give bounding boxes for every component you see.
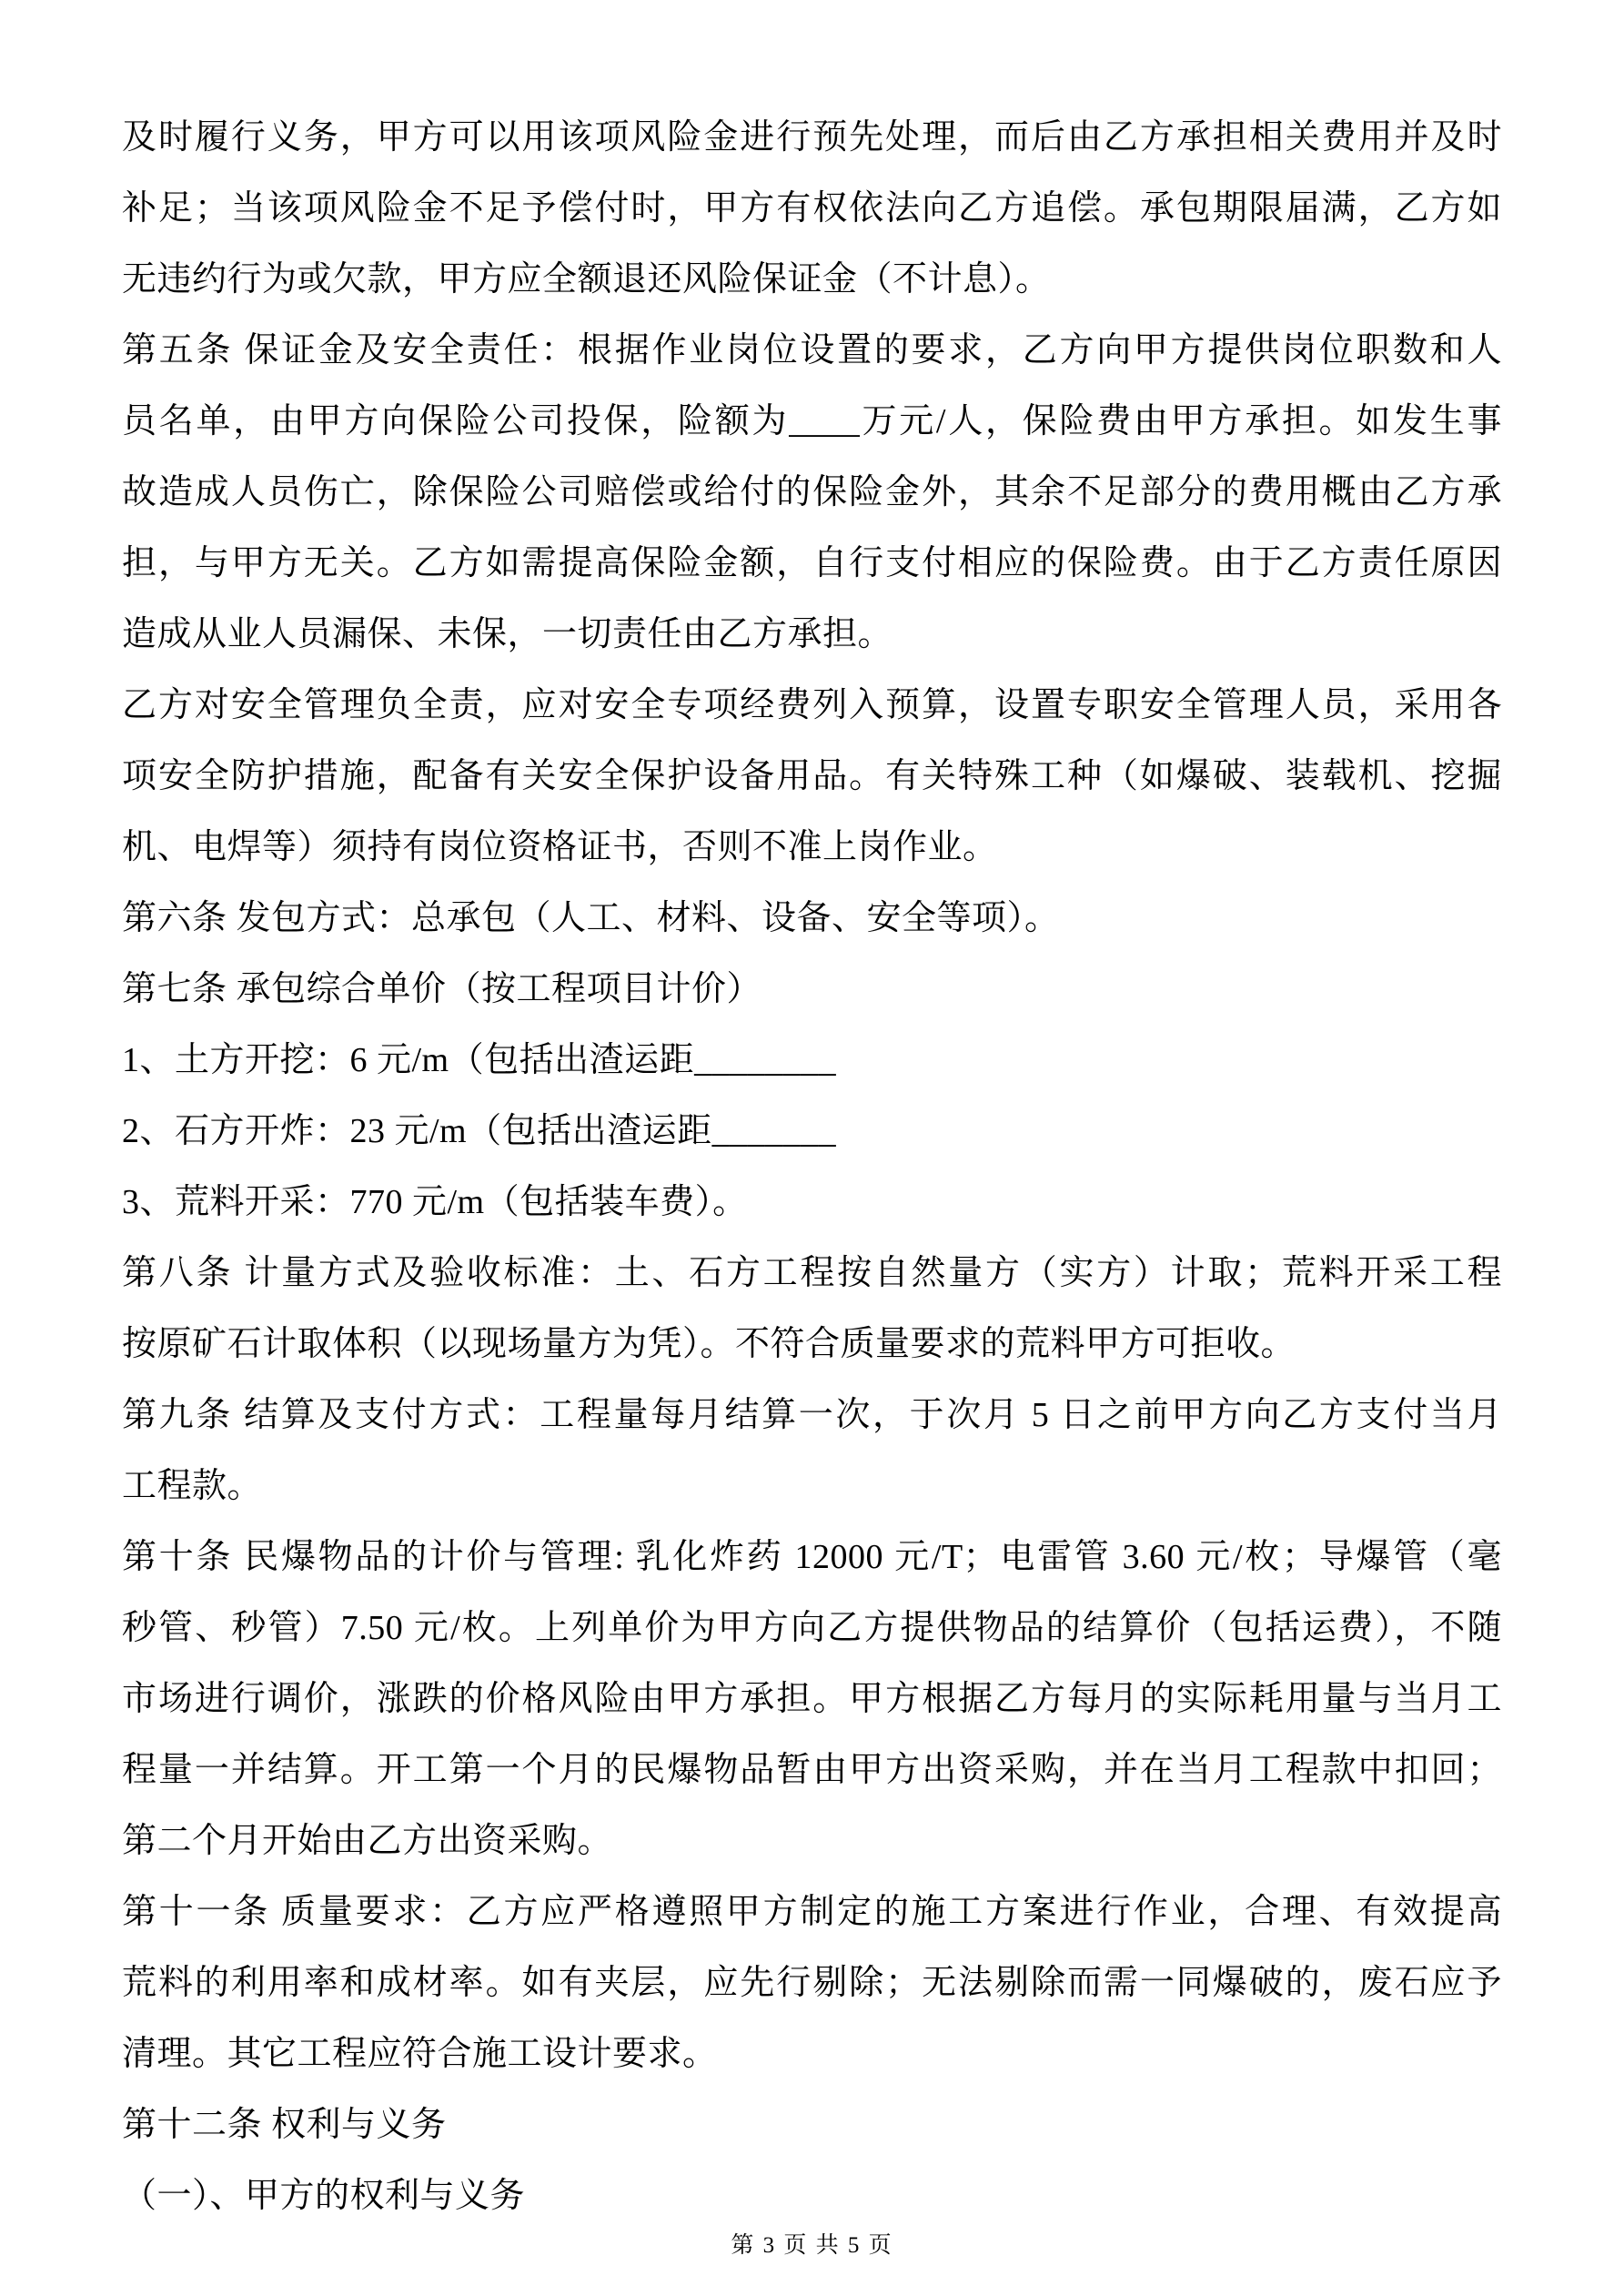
document-line: 清理。其它工程应符合施工设计要求。	[122, 2035, 718, 2073]
document-line: 及时履行义务，甲方可以用该项风险金进行预先处理，而后由乙方承担相关费用并及时	[122, 118, 1502, 157]
document-line: 第七条 承包综合单价（按工程项目计价）	[122, 970, 762, 1008]
document-line: 荒料的利用率和成材率。如有夹层，应先行剔除；无法剔除而需一同爆破的，废石应予	[122, 1964, 1502, 2002]
document-content	[122, 102, 1502, 2231]
document-line: 按原矿石计取体积（以现场量方为凭）。不符合质量要求的荒料甲方可拒收。	[122, 1325, 1296, 1363]
document-line: 3、荒料开采：770 元/m（包括装车费）。	[122, 1183, 748, 1221]
document-line: 1、土方开挖：6 元/m（包括出渣运距________	[122, 1041, 837, 1079]
document-line: 乙方对安全管理负全责，应对安全专项经费列入预算，设置专职安全管理人员，采用各	[122, 686, 1502, 724]
document-line: 补足；当该项风险金不足予偿付时，甲方有权依法向乙方追偿。承包期限届满，乙方如	[122, 189, 1502, 228]
document-line: 第十条 民爆物品的计价与管理: 乳化炸药 12000 元/T；电雷管 3.60 元/枚；导爆管（毫	[122, 1538, 1502, 1576]
document-line: 第二个月开始由乙方出资采购。	[122, 1822, 613, 1860]
document-line: 工程款。	[122, 1467, 263, 1505]
document-line: 第十二条 权利与义务	[122, 2106, 447, 2144]
document-line: 第九条 结算及支付方式：工程量每月结算一次，于次月 5 日之前甲方向乙方支付当月	[122, 1396, 1502, 1434]
document-line: 员名单，由甲方向保险公司投保，险额为____万元/人，保险费由甲方承担。如发生事	[122, 402, 1502, 440]
document-line: 第五条 保证金及安全责任：根据作业岗位设置的要求，乙方向甲方提供岗位职数和人	[122, 331, 1502, 369]
document-line: 第八条 计量方式及验收标准：土、石方工程按自然量方（实方）计取；荒料开采工程	[122, 1254, 1502, 1292]
document-line: 造成从业人员漏保、未保，一切责任由乙方承担。	[122, 615, 893, 653]
document-line: 第十一条 质量要求：乙方应严格遵照甲方制定的施工方案进行作业，合理、有效提高	[122, 1893, 1502, 1931]
document-line: 秒管、秒管）7.50 元/枚。上列单价为甲方向乙方提供物品的结算价（包括运费），不随	[122, 1609, 1502, 1647]
document-line: 市场进行调价，涨跌的价格风险由甲方承担。甲方根据乙方每月的实际耗用量与当月工	[122, 1680, 1502, 1718]
document-line: 担，与甲方无关。乙方如需提高保险金额，自行支付相应的保险费。由于乙方责任原因	[122, 544, 1502, 582]
page-footer: 第 3 页 共 5 页	[731, 2233, 893, 2258]
document-line: 故造成人员伤亡，除保险公司赔偿或给付的保险金外，其余不足部分的费用概由乙方承	[122, 473, 1502, 511]
document-line: 2、石方开炸：23 元/m（包括出渣运距_______	[122, 1112, 837, 1150]
document-line: 第六条 发包方式：总承包（人工、材料、设备、安全等项）。	[122, 899, 1060, 937]
document-line: （一）、甲方的权利与义务	[122, 2177, 526, 2215]
document-line: 项安全防护措施，配备有关安全保护设备用品。有关特殊工种（如爆破、装载机、挖掘	[122, 757, 1502, 795]
document-line: 机、电焊等）须持有岗位资格证书，否则不准上岗作业。	[122, 828, 998, 866]
document-line: 无违约行为或欠款，甲方应全额退还风险保证金（不计息）。	[122, 260, 1051, 298]
document-line: 程量一并结算。开工第一个月的民爆物品暂由甲方出资采购，并在当月工程款中扣回；	[122, 1751, 1502, 1789]
